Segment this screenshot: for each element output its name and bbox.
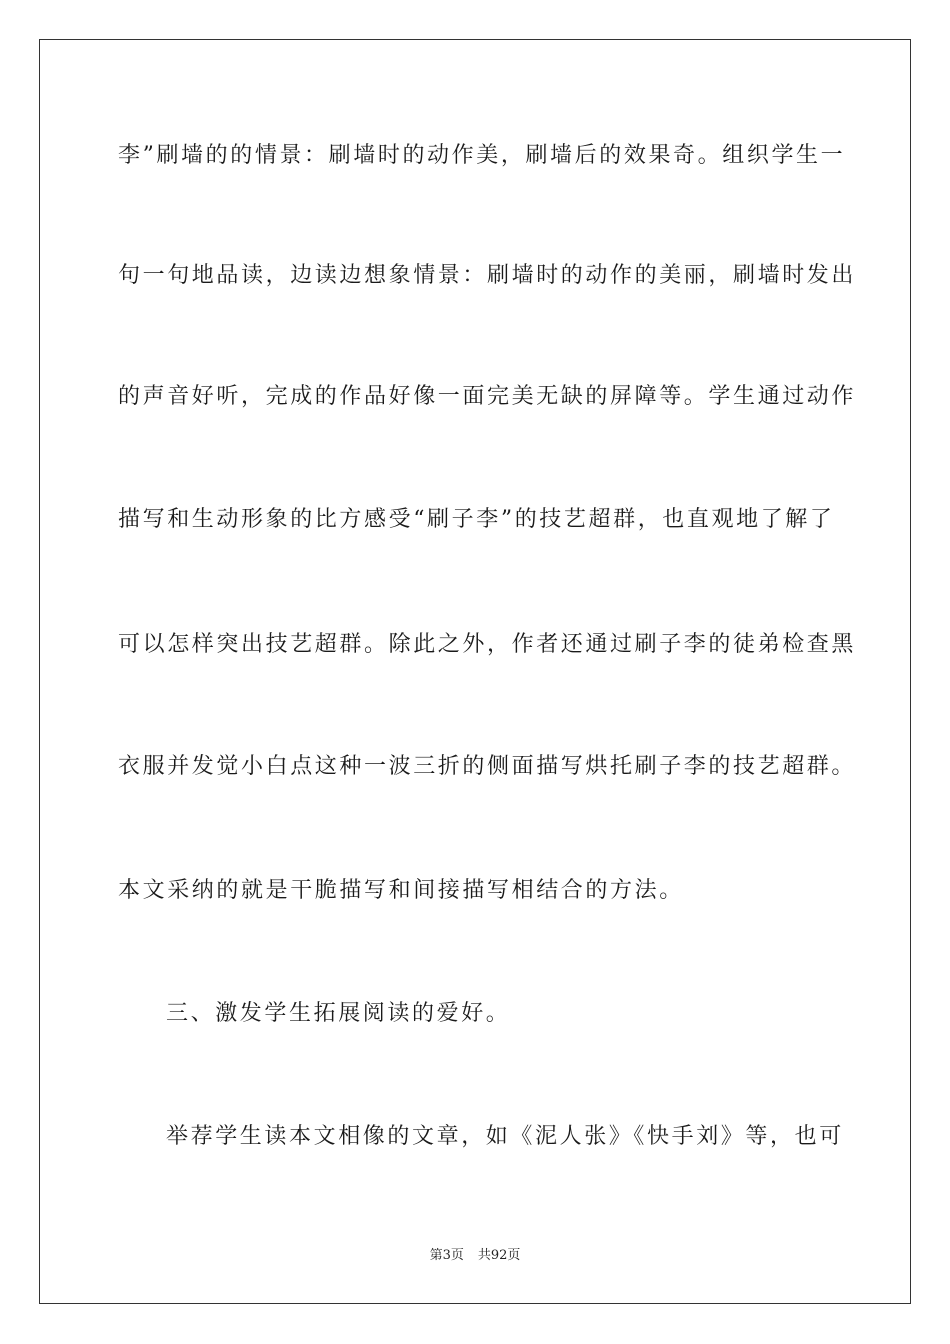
section-heading: 三、激发学生拓展阅读的爱好。 (166, 1001, 511, 1026)
page-number-total: 共92页 (477, 1248, 521, 1263)
page-number-current: 第3页 (429, 1248, 464, 1263)
body-text-line: 本文采纳的就是干脆描写和间接描写相结合的方法。 (118, 878, 684, 903)
body-text-line: 可以怎样突出技艺超群。除此之外，作者还通过刷子李的徒弟检查黑 (118, 632, 857, 657)
page-border (39, 39, 911, 1304)
body-text-line: 李”刷墙的的情景：刷墙时的动作美，刷墙后的效果奇。组织学生一 (118, 143, 846, 168)
page-footer (0, 1247, 950, 1265)
body-text-line: 举荐学生读本文相像的文章，如《泥人张》《快手刘》等，也可 (166, 1124, 844, 1149)
body-text-line: 的声音好听，完成的作品好像一面完美无缺的屏障等。学生通过动作 (118, 384, 857, 409)
body-text-line: 衣服并发觉小白点这种一波三折的侧面描写烘托刷子李的技艺超群。 (118, 754, 857, 779)
body-text-line: 描写和生动形象的比方感受“刷子李”的技艺超群，也直观地了解了 (118, 507, 835, 532)
body-text-line: 句一句地品读，边读边想象情景：刷墙时的动作的美丽，刷墙时发出 (118, 263, 857, 288)
